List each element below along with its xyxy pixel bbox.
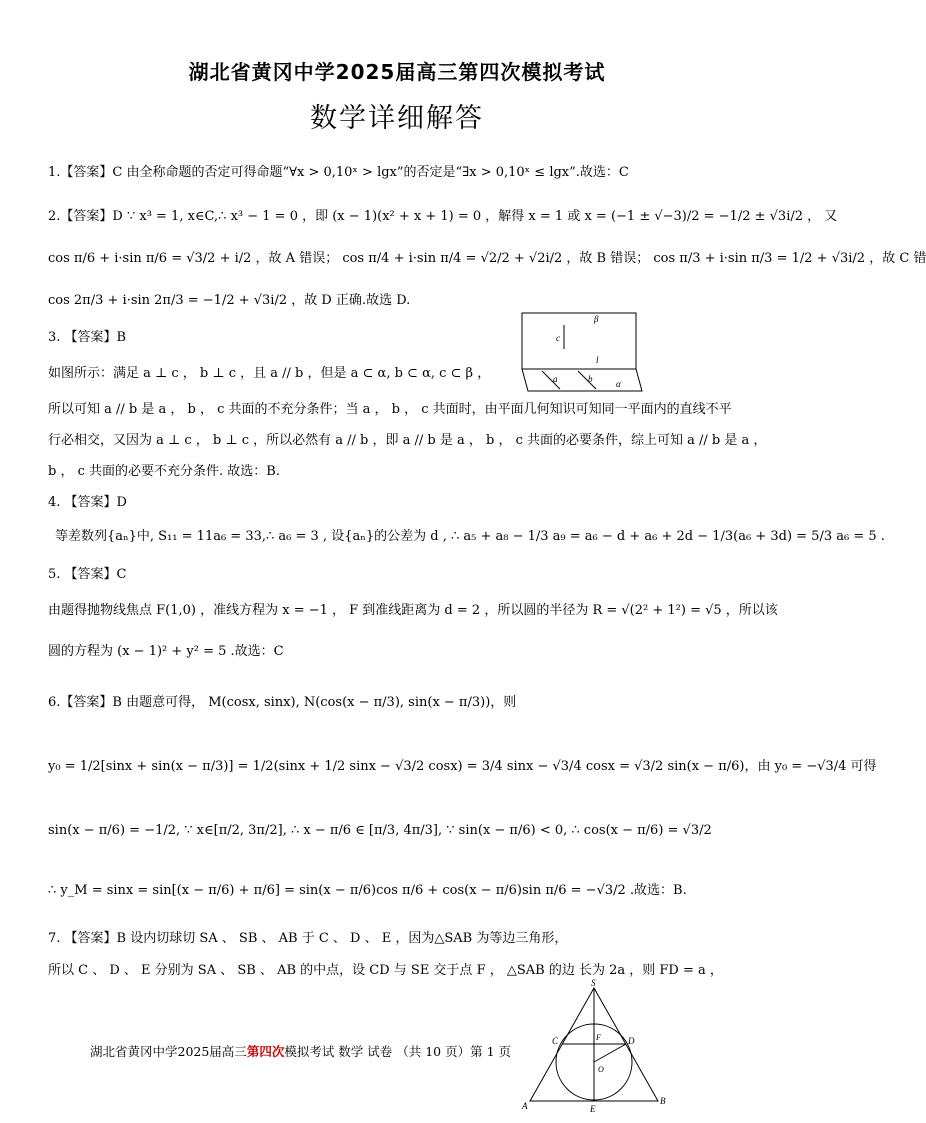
answer-q6-line4: ∴ y_M = sinx = sin[(x − π/6) + π/6] = sin(x − π/6)cos π/6 + cos(x − π/6)sin π/6 = −√3/2 .故选：B.	[48, 883, 687, 898]
label-E: E	[590, 1104, 596, 1114]
label-a: a	[553, 374, 558, 384]
label-alpha: α	[616, 379, 621, 389]
label-B: B	[660, 1096, 666, 1106]
label-A: A	[522, 1101, 528, 1111]
label-S: S	[591, 978, 596, 988]
answer-q4-heading: 4. 【答案】D	[48, 495, 127, 510]
figure-inscribed-sphere	[518, 978, 668, 1118]
answer-q6-line2: y₀ = 1/2[sinx + sin(x − π/3)] = 1/2(sinx + 1/2 sinx − √3/2 cosx) = 3/4 sinx − √3/4 cosx = √3/2 sin(x − π/6)，由 y₀ = −√3/4 可得	[48, 759, 877, 774]
label-F: F	[596, 1033, 601, 1042]
label-l: l	[596, 355, 599, 365]
answer-q2-line2: cos π/6 + i·sin π/6 = √3/2 + i/2 ，故 A 错误； cos π/4 + i·sin π/4 = √2/2 + √2i/2 ，故 B 错误； cos π/3 + i·sin π/3 = 1/2 + √3i/2 ，故 C 错	[48, 251, 926, 266]
label-b: b	[588, 374, 593, 384]
label-beta: β	[594, 314, 599, 324]
answer-q3-line1: 如图所示：满足 a ⊥ c ， b ⊥ c ，且 a // b ，但是 a ⊂ α, b ⊂ α, c ⊂ β ，	[48, 366, 491, 381]
answer-q5-line1: 由题得抛物线焦点 F(1,0) ，准线方程为 x = −1 ， F 到准线距离为 d = 2 ，所以圆的半径为 R = √(2² + 1²) = √5 ，所以该	[48, 603, 778, 618]
label-C: C	[552, 1036, 559, 1046]
answer-q6-line1: 6.【答案】B 由题意可得， M(cosx, sinx), N(cos(x − π/3), sin(x − π/3))，则	[48, 695, 517, 710]
answer-q7-line2: 所以 C 、 D 、 E 分别为 SA 、 SB 、 AB 的中点，设 CD 与 SE 交于点 F ， △SAB 的边 长为 2a ，则 FD = a ，	[48, 963, 723, 978]
figure-planes-diagram	[518, 311, 642, 393]
page-title: 湖北省黄冈中学2025届高三第四次模拟考试	[188, 60, 606, 84]
answer-q6-line3: sin(x − π/6) = −1/2, ∵ x∈[π/2, 3π/2], ∴ x − π/6 ∈ [π/3, 4π/3], ∵ sin(x − π/6) < 0, ∴ cos(x − π/6) = √3/2	[48, 823, 712, 838]
answer-q5-heading: 5. 【答案】C	[48, 567, 127, 582]
footer-suffix: 模拟考试 数学 试卷 （共 10 页）第 1 页	[284, 1044, 512, 1059]
page-subtitle: 数学详细解答	[310, 103, 484, 134]
answer-q7-line1: 7. 【答案】B 设内切球切 SA 、 SB 、 AB 于 C 、 D 、 E ，因为△SAB 为等边三角形，	[48, 931, 568, 946]
answer-q5-line2: 圆的方程为 (x − 1)² + y² = 5 .故选：C	[48, 644, 284, 659]
answer-q3-line2: 所以可知 a // b 是 a ， b ， c 共面的不充分条件；当 a ， b ， c 共面时，由平面几何知识可知同一平面内的直线不平	[48, 402, 732, 417]
answer-q3-line3: 行必相交，又因为 a ⊥ c ， b ⊥ c ，所以必然有 a // b ，即 a // b 是 a ， b ， c 共面的必要条件，综上可知 a // b 是 a ，	[48, 433, 767, 448]
label-c: c	[556, 333, 560, 343]
answer-q3-line4: b ， c 共面的必要不充分条件. 故选：B.	[48, 464, 280, 479]
answer-q3-heading: 3. 【答案】B	[48, 330, 127, 345]
answer-q2-line1: 2.【答案】D ∵ x³ = 1, x∈C,∴ x³ − 1 = 0 ，即 (x − 1)(x² + x + 1) = 0 ，解得 x = 1 或 x = (−1 ± √−3)/2 = −1/2 ± √3i/2 ， 又	[48, 209, 838, 224]
label-O: O	[598, 1065, 604, 1074]
answer-q1: 1.【答案】C 由全称命题的否定可得命题“∀x > 0,10ˣ > lgx”的否定是“∃x > 0,10ˣ ≤ lgx”.故选：C	[48, 165, 629, 180]
answer-q2-line3: cos 2π/3 + i·sin 2π/3 = −1/2 + √3i/2 ，故 D 正确.故选 D.	[48, 293, 411, 308]
page-footer	[90, 1042, 511, 1060]
footer-prefix: 湖北省黄冈中学2025届高三	[90, 1044, 247, 1059]
label-D: D	[628, 1036, 635, 1046]
answer-q4-line1: 等差数列{aₙ}中, S₁₁ = 11a₆ = 33,∴ a₆ = 3 , 设{aₙ}的公差为 d , ∴ a₅ + a₈ − 1/3 a₉ = a₆ − d + a₆ + 2d − 1/3(a₆ + 3d) = 5/3 a₆ = 5 .	[55, 529, 885, 544]
footer-highlight: 第四次	[246, 1044, 285, 1059]
